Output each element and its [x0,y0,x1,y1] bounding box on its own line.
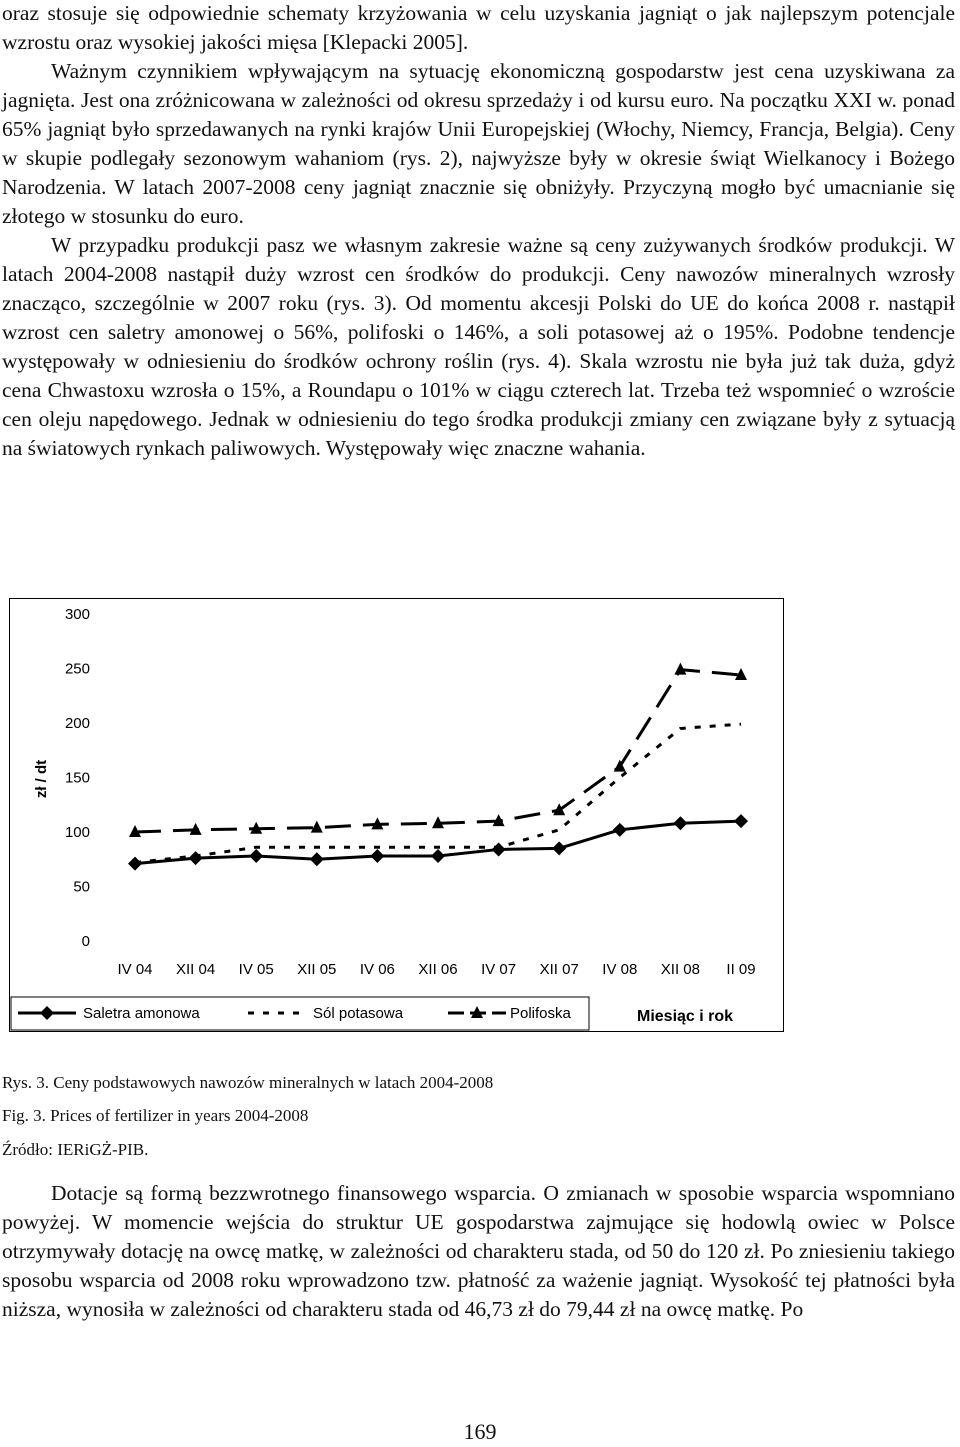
y-tick-label: 50 [73,878,90,896]
data-point-marker [310,852,324,866]
page-number: 169 [463,1419,497,1444]
y-tick-label: 150 [64,769,90,787]
y-tick-label: 250 [64,660,90,678]
data-point-marker [492,842,506,856]
data-point-marker [249,849,263,863]
paragraph-1: oraz stosuje się odpowiednie schematy krzyżowania w celu uzyskania jagniąt o jak najlepszym potencjale wzrostu oraz wysokiej jakości mięsa [Klepacki 2005]. [2,1,955,54]
data-point-marker [553,803,565,815]
data-point-marker [431,849,445,863]
x-tick-label: IV 05 [238,961,274,978]
series-line [135,724,741,862]
x-tick-label: IV 06 [359,961,395,978]
series-line [135,670,741,832]
x-tick-label: II 09 [726,961,756,978]
x-tick-label: XII 08 [660,961,701,978]
y-tick-label: 100 [64,824,90,841]
x-axis-label: Miesiąc i rok [637,1008,734,1025]
data-point-marker [128,857,142,871]
x-tick-label: XII 04 [175,961,216,978]
data-point-marker [734,814,748,828]
y-tick-label: 200 [64,715,90,732]
chart-svg [10,599,783,1031]
paragraph-4: Dotacje są formą bezzwrotnego finansowego wsparcia. O zmianach w sposobie wsparcia wspomniano powyżej. W momencie wejścia do struktur UE gospodarstwa zajmujące się hodowlą owiec w Polsce otrzymywały dotację na owcę matkę, w zależności od charakteru stada, od 50 do 120 zł. Po zniesieniu takiego sposobu wsparcia od 2008 roku wprowadzono tzw. płatność za ważenie jagniąt. Wysokość tej płatności była niższa, wynosiła w zależności od charakteru stada od 46,73 zł do 79,44 zł na owcę matkę. Po [2,1181,955,1321]
data-point-marker [189,851,203,865]
legend-marker [40,1006,54,1020]
x-tick-label: IV 04 [117,961,153,978]
data-point-marker [370,849,384,863]
figure-caption-pl: Rys. 3. Ceny podstawowych nawozów mineralnych w latach 2004-2008 [2,1073,494,1092]
data-point-marker [552,841,566,855]
x-tick-label: XII 07 [539,961,579,978]
y-axis-label: zł / dt [33,759,50,799]
paragraph-3: W przypadku produkcji pasz we własnym zakresie ważne są ceny zużywanych środków produkcji. W latach 2004-2008 nastąpił duży wzrost cen środków do produkcji. Ceny nawozów mineralnych wzrosły znacząco, szczególnie w 2007 roku (rys. 3). Od momentu akcesji Polski do UE do końca 2008 r. nastąpił wzrost cen saletry amonowej o 56%, polifoski o 146%, a soli potasowej aż o 195%. Podobne tendencje występowały w odniesieniu do środków ochrony roślin (rys. 4). Skala wzrostu nie była już tak duża, gdyż cena Chwastoxu wzrosła o 15%, a Roundapu o 101% w ciągu czterech lat. Trzeba też wspomnieć o wzroście cen oleju napędowego. Jednak w odniesieniu do tego środka produkcji zmiany cen związane były z sytuacją na światowych rynkach paliwowych. Występowały więc znaczne wahania. [2,233,955,460]
data-point-marker [613,823,627,837]
x-tick-label: IV 07 [481,961,517,978]
fertilizer-price-chart [9,598,784,1032]
legend-label: Polifoska [510,1005,571,1022]
x-tick-label: IV 08 [602,961,638,978]
x-tick-label: XII 06 [418,961,458,978]
body-text-bottom [2,1179,955,1324]
figure-caption-en: Fig. 3. Prices of fertilizer in years 2004-2008 [2,1106,309,1125]
legend-label: Sól potasowa [313,1005,404,1022]
y-tick-label: 300 [64,606,90,623]
body-text-top [2,0,955,463]
y-tick-label: 0 [81,933,90,950]
data-point-marker [673,816,687,830]
x-tick-label: XII 05 [297,961,337,978]
paragraph-2: Ważnym czynnikiem wpływającym na sytuację ekonomiczną gospodarstw jest cena uzyskiwana za jagnięta. Jest ona zróżnicowana w zależności od okresu sprzedaży i od kursu euro. Na początku XXI w. ponad 65% jagniąt było sprzedawanych na rynki krajów Unii Europejskiej (Włochy, Niemcy, Francja, Belgia). Ceny w skupie podlegały sezonowym wahaniom (rys. 2), najwyższe były w okresie świąt Wielkanocy i Bożego Narodzenia. W latach 2007-2008 ceny jagniąt znacznie się obniżyły. Przyczyną mogło być umacnianie się złotego w stosunku do euro. [2,59,955,228]
figure-source: Źródło: IERiGŻ-PIB. [2,1140,149,1159]
legend-label: Saletra amonowa [83,1005,200,1022]
